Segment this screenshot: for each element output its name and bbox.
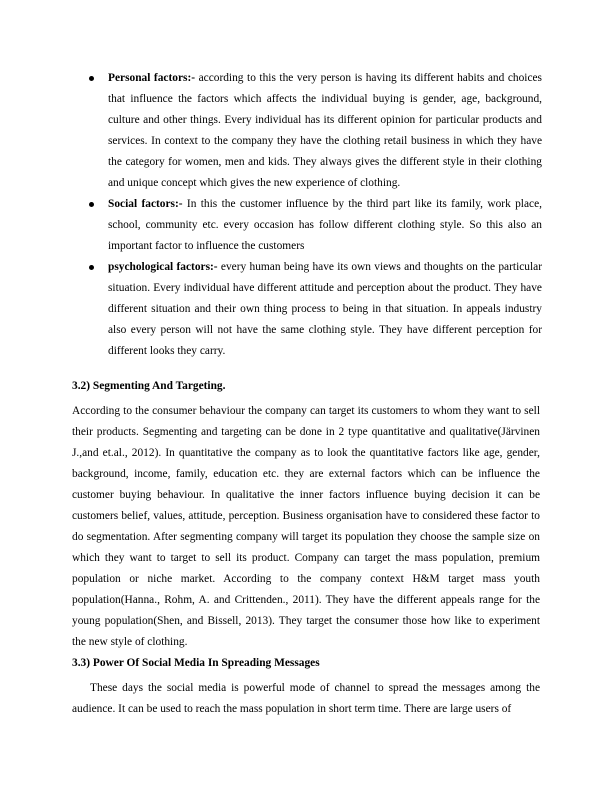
bullet-lead: Personal factors:- <box>108 72 196 84</box>
factor-bullet-list <box>72 68 542 362</box>
list-item-psychological-factors <box>72 257 542 362</box>
bullet-dot-icon <box>89 265 94 270</box>
bullet-text: every human being have its own views and thoughts on the particular situation. Every individual have different attitude and perception about the product. They have different situation and their own thing process to being in that situation. In appeals industry also every person will not have the same clothing style. They have different perception for different looks they carry. <box>108 261 542 357</box>
bullet-dot-icon <box>89 202 94 207</box>
list-item-personal-factors <box>72 68 542 194</box>
bullet-text: In this the customer influence by the third part like its family, work place, school, community etc. every occasion has follow different clothing style. So this also an important factor to influence the customers <box>108 198 542 252</box>
bullet-text: according to this the very person is having its different habits and choices that influence the factors which affects the individual buying is gender, age, background, culture and other things. Every individual has its different opinion for particular products and services. In context to the company they have the clothing retail business in which they have the category for women, men and kids. They always gives the different style in their clothing and unique concept which gives the new experience of clothing. <box>108 72 542 189</box>
bullet-lead: Social factors:- <box>108 198 183 210</box>
list-item-social-factors <box>72 194 542 257</box>
bullet-lead: psychological factors:- <box>108 261 218 273</box>
bullet-dot-icon <box>89 76 94 81</box>
section-heading-segmenting: 3.2) Segmenting And Targeting. <box>72 380 226 392</box>
section-heading-social-media: 3.3) Power Of Social Media In Spreading Messages <box>72 657 320 669</box>
section-body-segmenting: According to the consumer behaviour the company can target its customers to whom they want to sell their products. Segmenting and targeting can be done in 2 type quantitative and qualitative(Järvinen J.,and et.al., 2012). In quantitative the company as to look the quantitative factors like age, gender, background, income, family, education etc. they are external factors which can be influence the customer buying behaviour. In qualitative the inner factors influence buying decision it can be customers belief, values, attitude, perception. Business organisation have to considered these factor to do segmentation. After segmenting company will target its population they choose the sample size on which they want to target to sell its product. Company can target the mass population, premium population or niche market. According to the company context H&M target mass youth population(Hanna., Rohm, A. and Crittenden., 2011). They have the different appeals range for the young population(Shen, and Bissell, 2013). They target the consumer those how like to experiment the new style of clothing. <box>72 405 540 648</box>
section-body-social-media: These days the social media is powerful mode of channel to spread the messages among the audience. It can be used to reach the mass population in short term time. There are large users of <box>72 682 540 715</box>
